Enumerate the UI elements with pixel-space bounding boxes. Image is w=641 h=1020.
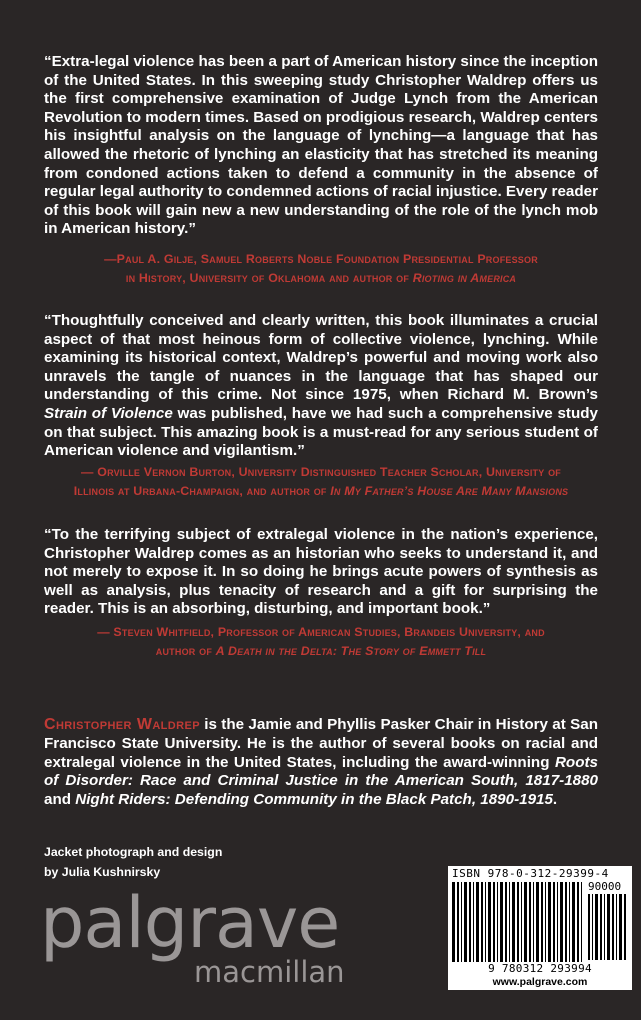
attribution-line: —Paul A. Gilje, Samuel Roberts Noble Foundation Presidential Professor: [104, 252, 538, 266]
quote-1: “Extra-legal violence has been a part of American history since the inception of the United States. In this sweeping study Christopher Waldrep offers us the first comprehensive examination of Judge Lynch from the American Revolution to modern times. Based on prodigious research, Waldrep centers his insightful analysis on the language of lynching—a language that has allowed the rhetoric of lynching an elasticity that has stretched its meaning from condoned actions taken to defend a community in the absence of regular legal authority to condemned actions of racial injustice. Every reader of this book will gain new a new understanding of the role of the lynch mob in American history.”: [44, 53, 598, 238]
barcode-bar: [521, 882, 522, 962]
book-title: Strain of Violence: [44, 404, 173, 422]
jacket-credit: [44, 842, 304, 882]
bio-book-2: Night Riders: Defending Community in the Black Patch, 1890-1915: [75, 791, 553, 809]
barcode-bar: [572, 882, 575, 962]
credit-line-1: Jacket photograph and design: [44, 845, 223, 859]
barcode-bar: [569, 882, 570, 962]
price-barcode-icon: [588, 894, 628, 960]
barcode-bar: [533, 882, 534, 962]
barcode-bar: [493, 882, 495, 962]
quote-2: “Thoughtfully conceived and clearly written, this book illuminates a crucial aspect of that most heinous form of collective violence, lynching. While examining its historical context, Waldrep’s powerful and moving work also unravels the tangle of nuances in the language that has shaped our understanding of this crime. Not since 1975, when Richard M. Brown’s Strain of Violence was published, have we had such a comprehensive study on that subject. This amazing book is a must-read for any serious student of American violence and vigilantism.”: [44, 312, 598, 460]
barcode-bar: [464, 882, 467, 962]
barcode-bar: [612, 894, 614, 960]
barcode-bar: [481, 882, 483, 962]
barcode-bar: [509, 882, 510, 962]
barcode-bar: [541, 882, 543, 962]
quote-2-attribution: [44, 463, 598, 501]
barcode-bar: [529, 882, 531, 962]
barcode-bar: [595, 894, 598, 960]
barcode-bar: [488, 882, 491, 962]
barcode-bar: [588, 894, 590, 960]
barcode-bar: [624, 894, 626, 960]
attribution-line: — Steven Whitfield, Professor of American Studies, Brandeis University, and: [97, 625, 545, 639]
isbn-text: ISBN 978-0-312-29399-4: [452, 867, 609, 880]
barcode-icon: [452, 882, 584, 962]
barcode-bar: [565, 882, 567, 962]
attribution-book: A Death in the Delta: The Story of Emmett Till: [215, 644, 487, 658]
barcode-bar: [473, 882, 474, 962]
barcode-bar: [592, 894, 593, 960]
barcode-bar: [577, 882, 579, 962]
price-code: 90000: [588, 880, 622, 893]
barcode-bar: [485, 882, 486, 962]
barcode-bar: [619, 894, 622, 960]
attribution-line: — Orville Vernon Burton, University Distinguished Teacher Scholar, University of: [81, 465, 561, 479]
bio-book-1: Roots of Disorder: Race and Criminal Justice in the American South, 1817-1880: [44, 753, 598, 790]
barcode-bar: [500, 882, 503, 962]
barcode-bar: [545, 882, 546, 962]
quote-3-attribution: [44, 623, 598, 661]
barcode-bar: [452, 882, 455, 962]
attribution-line: Illinois at Urbana-Champaign, and author of In My Father’s House Are Many Mansions: [73, 484, 569, 498]
barcode-bar: [461, 882, 462, 962]
publisher-url: www.palgrave.com: [492, 976, 588, 988]
quote-1-attribution: [44, 250, 598, 288]
barcode-digits: 9 780312 293994: [488, 962, 592, 975]
barcode-bar: [581, 882, 582, 962]
barcode-bar: [557, 882, 558, 962]
barcode-bar: [524, 882, 527, 962]
barcode-bar: [512, 882, 515, 962]
barcode-box: [448, 866, 632, 990]
barcode-bar: [469, 882, 471, 962]
barcode-bar: [548, 882, 551, 962]
barcode-bar: [517, 882, 519, 962]
barcode-bar: [600, 894, 602, 960]
barcode-bar: [457, 882, 459, 962]
barcode-bar: [553, 882, 555, 962]
attribution-book: Rioting in America: [412, 271, 517, 285]
barcode-bar: [497, 882, 498, 962]
barcode-bar: [505, 882, 507, 962]
attribution-line: author of A Death in the Delta: The Story of Emmett Till: [155, 644, 487, 658]
barcode-bar: [560, 882, 563, 962]
barcode-bar: [476, 882, 479, 962]
attribution-line: in History, University of Oklahoma and author of Rioting in America: [125, 271, 517, 285]
barcode-bar: [604, 894, 605, 960]
quote-3: “To the terrifying subject of extralegal violence in the nation’s experience, Christopher Waldrep comes as an historian who seeks to understand it, and not merely to expose it. In so doing he brings acute powers of synthesis as well as analysis, plus tenacity of research and a gift for surprising the reader. This is an absorbing, disturbing, and important book.”: [44, 526, 598, 618]
barcode-bar: [607, 894, 610, 960]
credit-line-2: by Julia Kushnirsky: [44, 865, 161, 879]
author-name: Christopher Waldrep: [44, 716, 200, 733]
author-bio: Christopher Waldrep is the Jamie and Phyllis Pasker Chair in History at San Francisco State University. He is the author of several books on racial and extralegal violence in the United States, including the award-winning Roots of Disorder: Race and Criminal Justice in the American South, 1817-1880 and Night Riders: Defending Community in the Black Patch, 1890-1915.: [44, 716, 598, 809]
barcode-bar: [616, 894, 617, 960]
publisher-logo-sub: macmillan: [194, 955, 345, 989]
attribution-book: In My Father’s House Are Many Mansions: [330, 484, 569, 498]
barcode-bar: [536, 882, 539, 962]
publisher-logo: palgrave: [40, 882, 340, 964]
